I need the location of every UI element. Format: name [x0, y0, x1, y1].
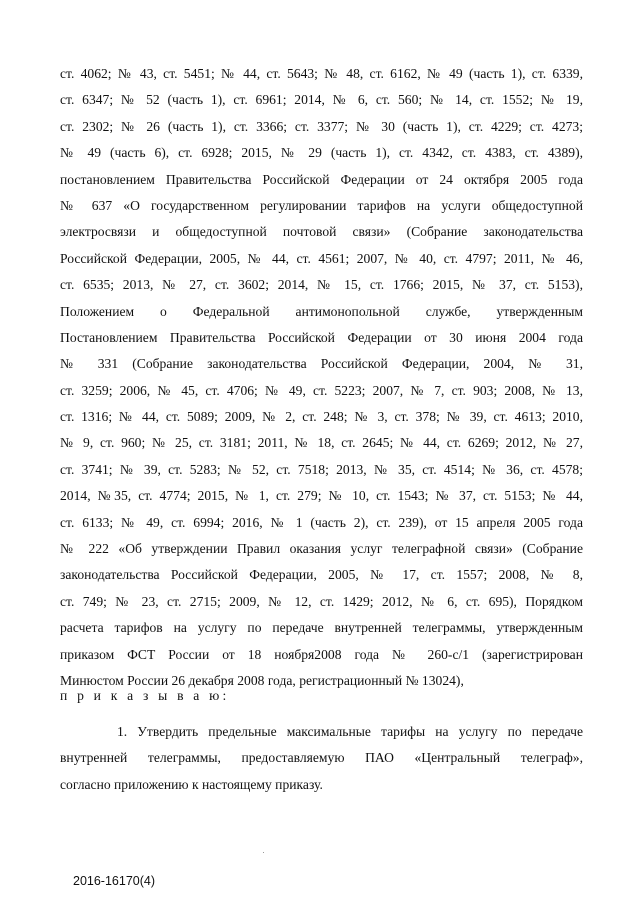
- paragraph-line: согласно приложению к настоящему приказу.: [60, 776, 323, 792]
- body-line: 2014, №35, ст. 4774; 2015, № 1, ст. 279; № 10, ст. 1543; № 37, ст. 5153; № 44,: [60, 488, 583, 504]
- body-line: № 637 «О государственном регулировании тарифов на услуги общедоступной: [60, 197, 583, 213]
- body-line: Российской Федерации, 2005, № 44, ст. 4561; 2007, № 40, ст. 4797; 2011, № 46,: [60, 250, 583, 266]
- scan-speck: [263, 852, 264, 853]
- body-line: приказом ФСТ России от 18 ноября2008 года № 260-с/1 (зарегистрирован: [60, 646, 583, 662]
- body-line: ст. 3259; 2006, № 45, ст. 4706; № 49, ст. 5223; 2007, № 7, ст. 903; 2008, № 13,: [60, 382, 583, 398]
- body-line: ст. 6133; № 49, ст. 6994; 2016, № 1 (часть 2), ст. 239), от 15 апреля 2005 года: [60, 514, 583, 530]
- body-line: постановлением Правительства Российской Федерации от 24 октября 2005 года: [60, 171, 583, 187]
- body-line: № 222 «Об утверждении Правил оказания услуг телеграфной связи» (Собрание: [60, 541, 583, 557]
- body-line: законодательства Российской Федерации, 2005, № 17, ст. 1557; 2008, № 8,: [60, 567, 583, 583]
- body-line: № 331 (Собрание законодательства Российской Федерации, 2004, № 31,: [60, 356, 583, 372]
- body-line: ст. 2302; № 26 (часть 1), ст. 3366; ст. 3377; № 30 (часть 1), ст. 4229; ст. 4273;: [60, 118, 583, 134]
- body-line: ст. 749; № 23, ст. 2715; 2009, № 12, ст. 1429; 2012, № 6, ст. 695), Порядком: [60, 593, 583, 609]
- body-line: ст. 6347; № 52 (часть 1), ст. 6961; 2014, № 6, ст. 560; № 14, ст. 1552; № 19,: [60, 92, 583, 108]
- paragraph-1: [60, 719, 583, 798]
- body-line: Минюстом России 26 декабря 2008 года, регистрационный № 13024),: [60, 672, 464, 688]
- body-line: № 9, ст. 960; № 25, ст. 3181; 2011, № 18, ст. 2645; № 44, ст. 6269; 2012, № 27,: [60, 435, 583, 451]
- body-line: электросвязи и общедоступной почтовой связи» (Собрание законодательства: [60, 224, 583, 240]
- order-heading: п р и к а з ы в а ю:: [60, 688, 230, 703]
- body-line: Постановлением Правительства Российской Федерации от 30 июня 2004 года: [60, 329, 583, 345]
- body-line: ст. 4062; № 43, ст. 5451; № 44, ст. 5643; № 48, ст. 6162, № 49 (часть 1), ст. 6339,: [60, 66, 583, 81]
- body-line: № 49 (часть 6), ст. 6928; 2015, № 29 (часть 1), ст. 4342, ст. 4383, ст. 4389),: [60, 145, 583, 161]
- body-line: расчета тарифов на услугу по передаче внутренней телеграммы, утвержденным: [60, 620, 583, 636]
- paragraph-line: 1. Утвердить предельные максимальные тарифы на услугу по передаче: [117, 724, 583, 739]
- body-line: ст. 1316; № 44, ст. 5089; 2009, № 2, ст. 248; № 3, ст. 378; № 39, ст. 4613; 2010,: [60, 409, 583, 425]
- body-line: ст. 6535; 2013, № 27, ст. 3602; 2014, № 15, ст. 1766; 2015, № 37, ст. 5153),: [60, 277, 583, 293]
- document-code: 2016-16170(4): [73, 874, 156, 888]
- paragraph-line: внутренней телеграммы, предоставляемую ПАО «Центральный телеграф»,: [60, 750, 583, 766]
- body-line: ст. 3741; № 39, ст. 5283; № 52, ст. 7518; 2013, № 35, ст. 4514; № 36, ст. 4578;: [60, 461, 583, 477]
- body-line: Положением о Федеральной антимонопольной службе, утвержденным: [60, 303, 583, 319]
- document-body-text: [60, 61, 583, 694]
